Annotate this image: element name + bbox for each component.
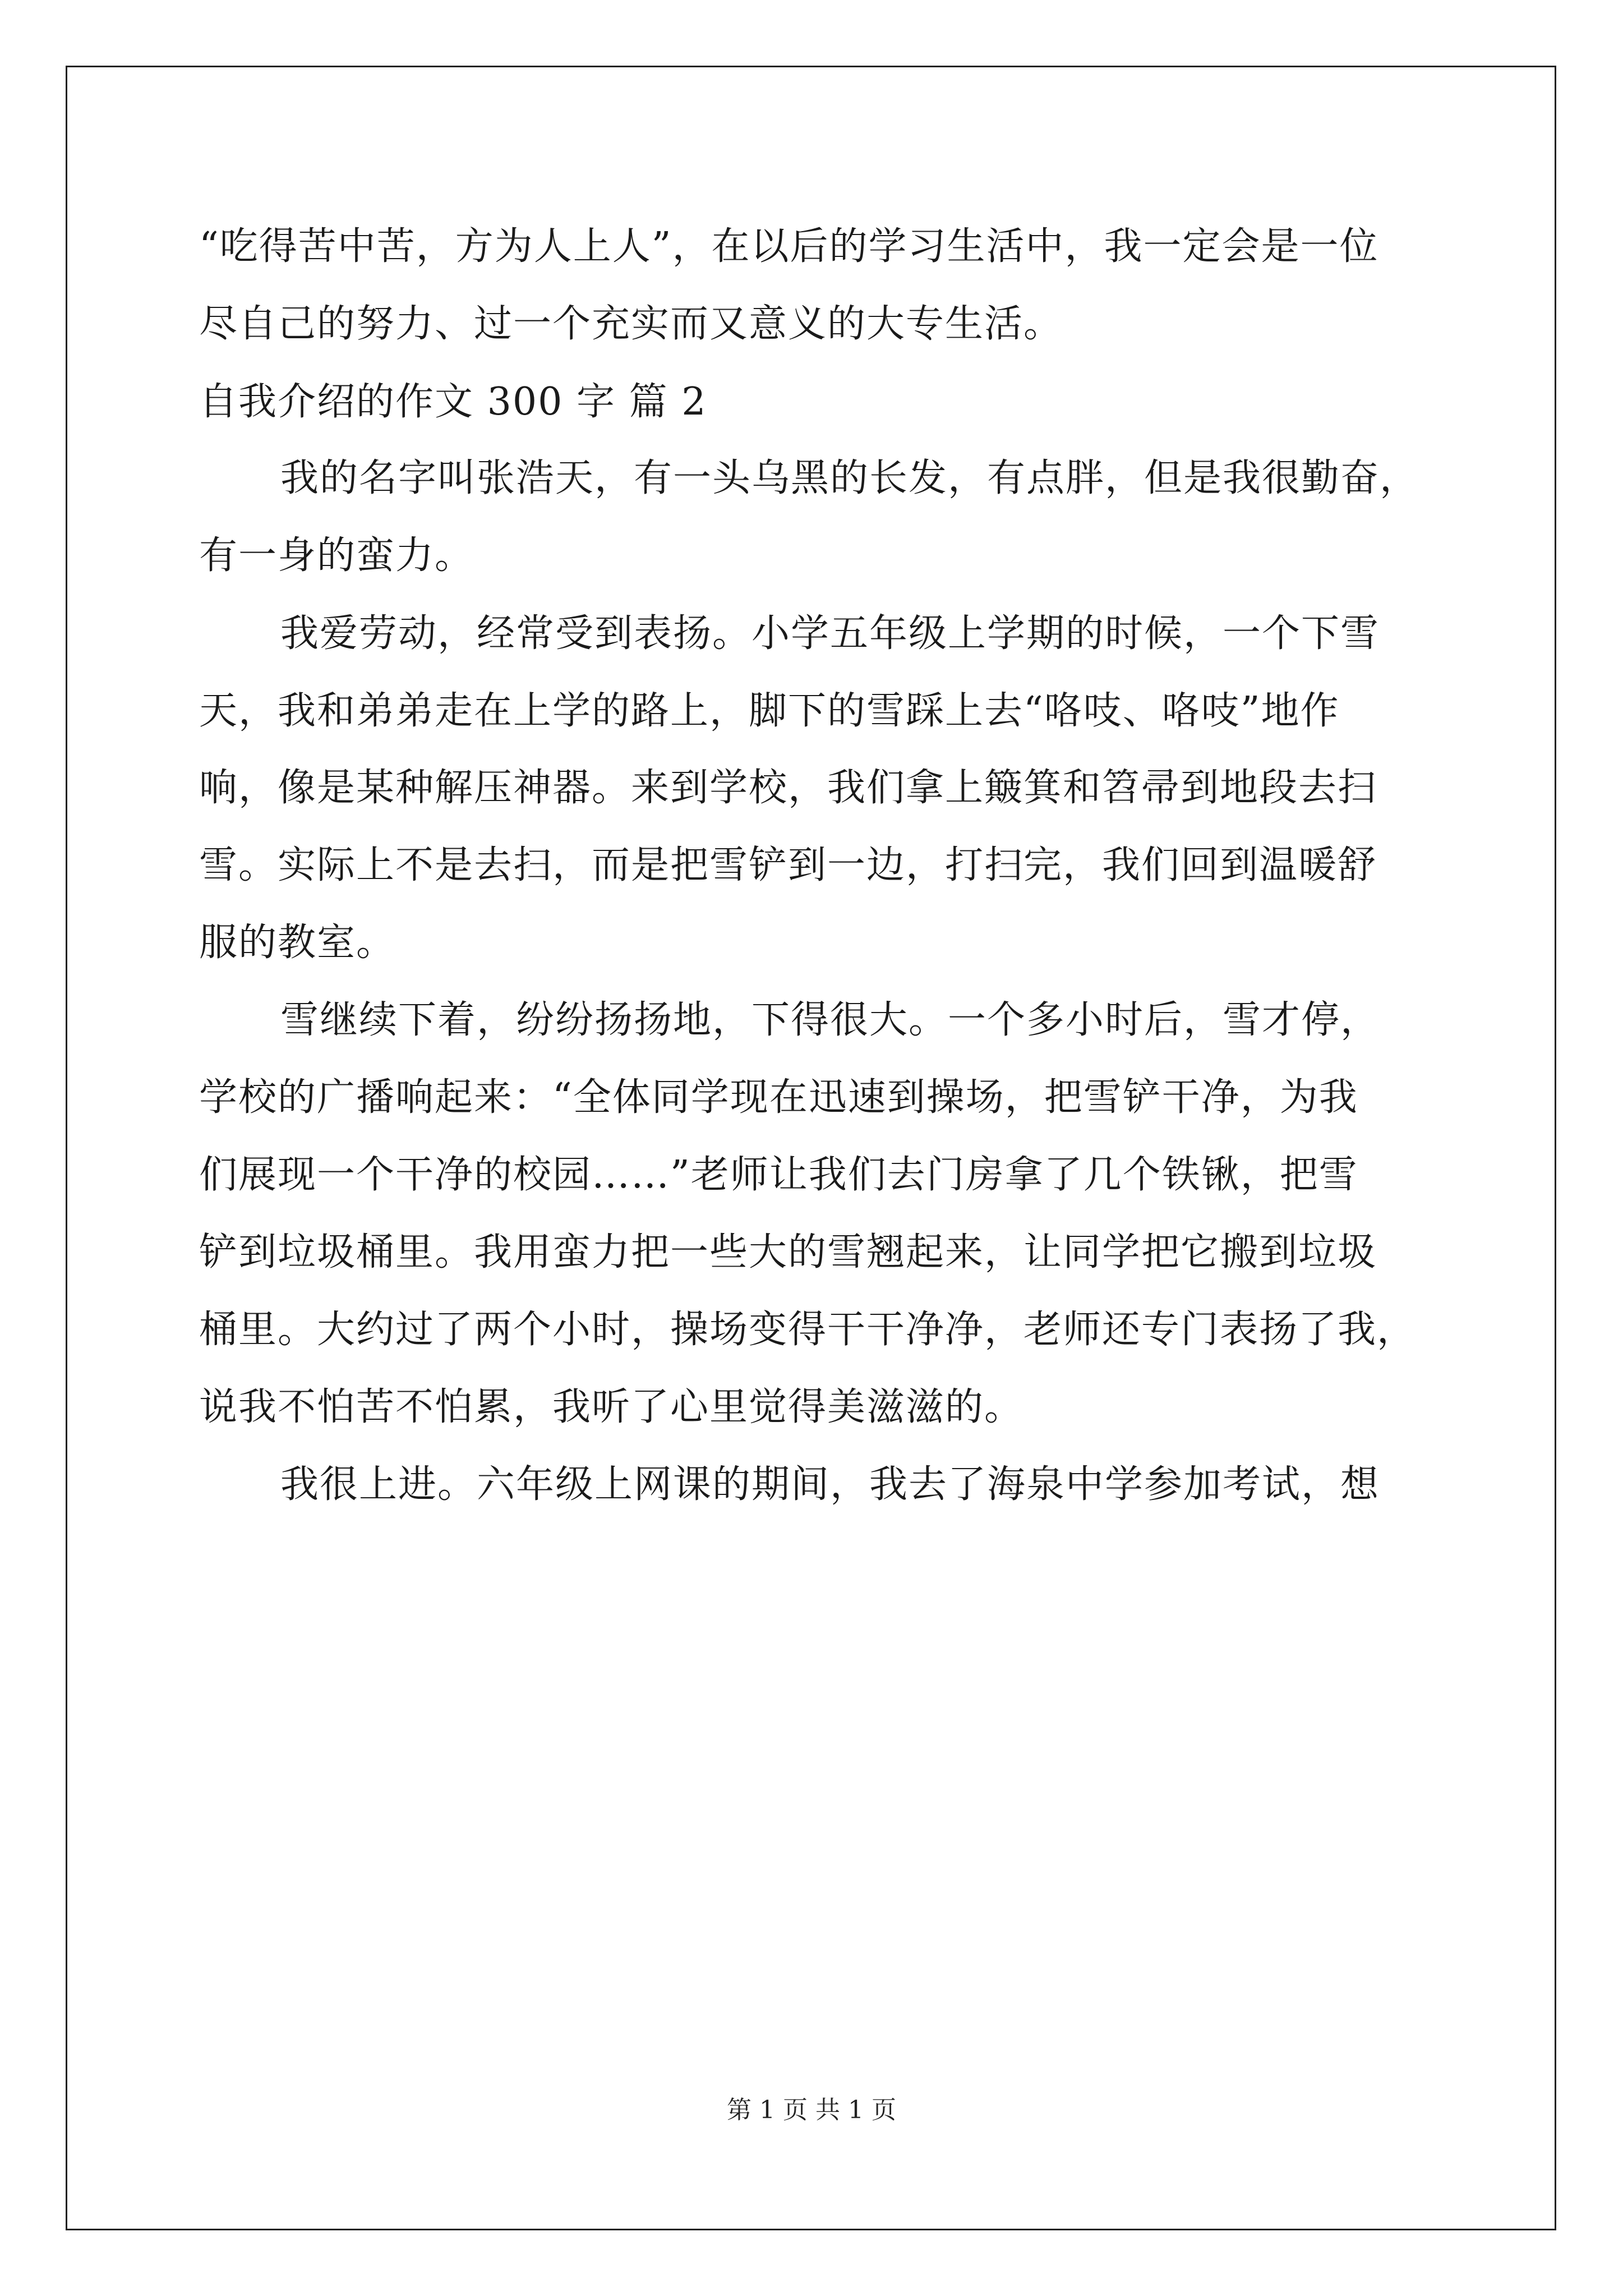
page-number-footer: 第 1 页 共 1 页	[727, 2096, 896, 2124]
paragraph-line: 服的教室。	[199, 921, 396, 965]
paragraph-line: 铲到垃圾桶里。我用蛮力把一些大的雪翘起来，让同学把它搬到垃圾	[199, 1230, 1377, 1274]
paragraph-line: 们展现一个干净的校园……”老师让我们去门房拿了几个铁锹，把雪	[199, 1153, 1358, 1197]
paragraph-line: 有一身的蛮力。	[199, 533, 474, 578]
paragraph-line: 我的名字叫张浩天，有一头乌黑的长发，有点胖，但是我很勤奋，	[280, 456, 1419, 500]
paragraph-line: 我很上进。六年级上网课的期间，我去了海泉中学参加考试，想	[280, 1462, 1380, 1507]
paragraph-line: 响，像是某种解压神器。来到学校，我们拿上簸箕和笤帚到地段去扫	[199, 766, 1377, 810]
paragraph-line: “吃得苦中苦，方为人上人”，在以后的学习生活中，我一定会是一位	[199, 224, 1379, 269]
paragraph-line: 雪继续下着，纷纷扬扬地，下得很大。一个多小时后，雪才停，	[280, 998, 1380, 1042]
paragraph-line: 天，我和弟弟走在上学的路上，脚下的雪踩上去“咯吱、咯吱”地作	[199, 689, 1340, 733]
paragraph-line: 学校的广播响起来：“全体同学现在迅速到操场，把雪铲干净，为我	[199, 1075, 1358, 1120]
paragraph-line: 说我不怕苦不怕累，我听了心里觉得美滋滋的。	[199, 1385, 1024, 1429]
paragraph-line: 尽自己的努力、过一个充实而又意义的大专生活。	[199, 302, 1063, 346]
paragraph-line: 雪。实际上不是去扫，而是把雪铲到一边，打扫完，我们回到温暖舒	[199, 843, 1377, 887]
paragraph-line: 桶里。大约过了两个小时，操场变得干干净净，老师还专门表扬了我，	[199, 1308, 1417, 1352]
section-heading: 自我介绍的作文 300 字 篇 2	[199, 380, 707, 424]
paragraph-line: 我爱劳动，经常受到表扬。小学五年级上学期的时候，一个下雪	[280, 611, 1380, 656]
